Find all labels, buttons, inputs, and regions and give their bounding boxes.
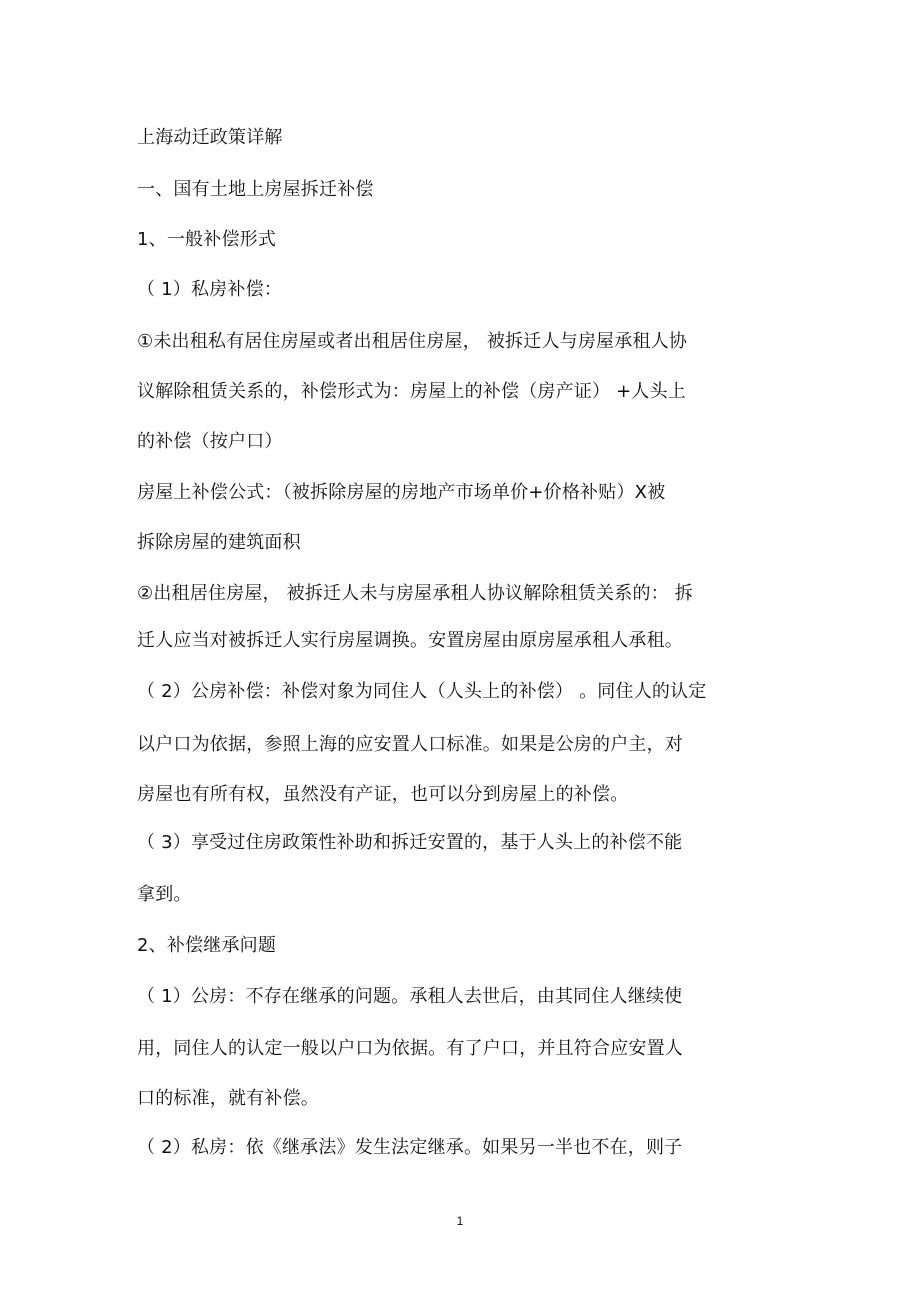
paragraph-line: 房屋也有所有权，虽然没有产证，也可以分到房屋上的补偿。 — [137, 784, 629, 805]
paragraph-line: （ 2）私房：依《继承法》发生法定继承。如果另一半也不在，则子 — [137, 1137, 683, 1158]
paragraph-line: 议解除租赁关系的，补偿形式为：房屋上的补偿（房产证） +人头上 — [137, 381, 687, 402]
paragraph-line: 以户口为依据，参照上海的应安置人口标准。如果是公房的户主，对 — [137, 734, 683, 755]
paragraph-line: （ 3）享受过住房政策性补助和拆迁安置的，基于人头上的补偿不能 — [137, 832, 683, 853]
document-title: 上海动迁政策详解 — [137, 127, 283, 148]
paragraph-line: 的补偿（按户口） — [137, 431, 283, 452]
page-number: 1 — [456, 1214, 464, 1228]
paragraph-line: ①未出租私有居住房屋或者出租居住房屋， 被拆迁人与房屋承租人协 — [137, 331, 688, 352]
subsection-heading: 2、补偿继承问题 — [137, 935, 277, 956]
paragraph-line: 拆除房屋的建筑面积 — [137, 532, 301, 553]
paragraph-line: 口的标准，就有补偿。 — [137, 1088, 319, 1109]
paragraph-line: ②出租居住房屋， 被拆迁人未与房屋承租人协议解除租赁关系的： 拆 — [137, 583, 693, 604]
paragraph-line: 用，同住人的认定一般以户口为依据。有了户口，并且符合应安置人 — [137, 1038, 683, 1059]
paragraph-line: 房屋上补偿公式：（被拆除房屋的房地产市场单价+价格补贴）X被 — [137, 482, 666, 503]
paragraph-line: （ 2）公房补偿：补偿对象为同住人（人头上的补偿） 。同住人的认定 — [137, 681, 707, 702]
paragraph-line: 迁人应当对被拆迁人实行房屋调换。安置房屋由原房屋承租人承租。 — [137, 630, 683, 651]
item-heading: （ 1）私房补偿： — [137, 279, 282, 300]
subsection-heading: 1、一般补偿形式 — [137, 229, 277, 250]
paragraph-line: 拿到。 — [137, 884, 192, 905]
paragraph-line: （ 1）公房：不存在继承的问题。承租人去世后，由其同住人继续使 — [137, 986, 683, 1007]
section-heading: 一、国有土地上房屋拆迁补偿 — [137, 179, 374, 200]
